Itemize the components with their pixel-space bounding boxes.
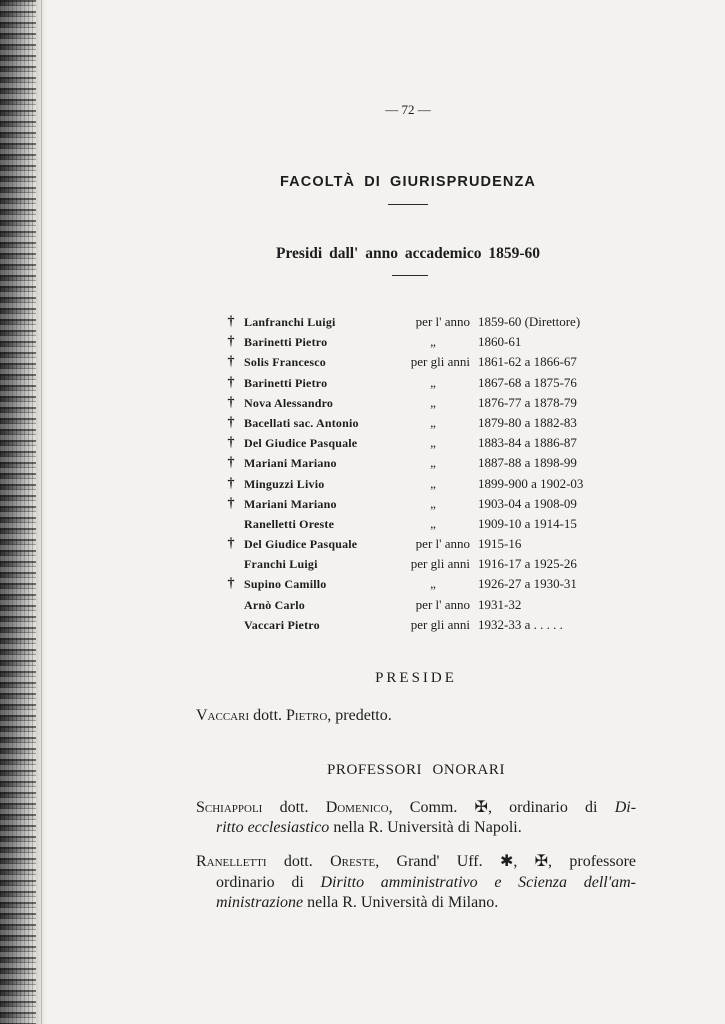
academic-years: 1899-900 a 1902-03 [478, 475, 584, 491]
list-item [0, 574, 725, 594]
deceased-mark: † [227, 495, 235, 511]
academic-years: 1860-61 [478, 334, 522, 350]
institution: nella R. Università di Napoli. [333, 819, 522, 836]
ditto-mark: „ [430, 495, 436, 511]
president-name: Lanfranchi Luigi [244, 315, 336, 329]
academic-title: dott. [283, 853, 313, 870]
page-number: — 72 — [385, 102, 431, 117]
deceased-mark: † [227, 354, 235, 370]
period-label: per gli anni [410, 354, 470, 370]
president-name: Minguzzi Livio [244, 476, 325, 491]
subject: ministrazione [216, 894, 304, 911]
subject: Di- [614, 799, 637, 816]
academic-years: 1926-27 a 1930-31 [478, 576, 577, 592]
president-name: Ranelletti Oreste [244, 516, 335, 531]
academic-title: dott. [279, 799, 309, 816]
institution: nella R. Università di Milano. [307, 894, 499, 911]
deceased-mark: † [227, 394, 235, 410]
ditto-mark: „ [430, 394, 436, 410]
president-name: Del Giudice Pasquale [244, 537, 358, 552]
deceased-mark: † [227, 435, 235, 451]
presidents-list [0, 312, 725, 635]
period-label: per l' anno [415, 596, 470, 612]
ditto-mark: „ [430, 515, 436, 531]
list-item [0, 494, 725, 514]
ditto-mark: „ [430, 455, 436, 471]
president-name: Barinetti Pietro [244, 375, 328, 390]
president-name: Vaccari Pietro [244, 617, 320, 632]
list-item [0, 534, 725, 554]
list-item [0, 352, 725, 372]
list-item [0, 413, 725, 433]
title-rule [388, 204, 428, 205]
entry-line [216, 893, 498, 913]
honors: , Comm. ✠, ordinario di [388, 799, 598, 816]
list-item [0, 554, 725, 574]
subject: Diritto amministrativo e Scienza dell'am- [320, 874, 637, 891]
deceased-mark: † [227, 314, 235, 329]
academic-years: 1876-77 a 1878-79 [478, 394, 577, 410]
deceased-mark: † [227, 536, 235, 552]
entry-line [196, 798, 636, 818]
president-name: Del Giudice Pasquale [244, 436, 358, 451]
ditto-mark: „ [430, 435, 436, 451]
period-label: per gli anni [410, 556, 470, 572]
list-item [0, 393, 725, 413]
surname: Ranelletti [196, 853, 267, 870]
honorary-heading: PROFESSORI ONORARI [326, 762, 506, 778]
academic-years: 1916-17 a 1925-26 [478, 556, 577, 572]
period-label: per l' anno [415, 314, 470, 329]
ditto-mark: „ [430, 374, 436, 390]
deceased-mark: † [227, 414, 235, 430]
academic-years: 1931-32 [478, 596, 522, 612]
academic-years: 1883-84 a 1886-87 [478, 435, 577, 451]
list-item [0, 514, 725, 534]
president-name: Solis Francesco [244, 355, 326, 370]
given-name: Oreste [330, 853, 376, 870]
given-name: Pietro [286, 707, 328, 724]
given-name: Domenico [325, 799, 389, 816]
entry-line [196, 852, 636, 872]
academic-years: 1887-88 a 1898-99 [478, 455, 577, 471]
deceased-mark: † [227, 374, 235, 390]
president-name: Nova Alessandro [244, 395, 334, 410]
deceased-mark: † [227, 334, 235, 350]
academic-title: dott. [253, 707, 283, 724]
president-name: Mariani Mariano [244, 496, 337, 511]
president-name: Supino Camillo [244, 577, 327, 592]
list-item [0, 615, 725, 635]
honors: , Grand' Uff. ✱, ✠, professore [375, 853, 637, 870]
academic-years: 1915-16 [478, 536, 522, 552]
deceased-mark: † [227, 475, 235, 491]
period-label: per gli anni [410, 616, 470, 632]
academic-years: 1859-60 (Direttore) [478, 314, 581, 329]
entry-line [216, 818, 522, 838]
academic-years: 1903-04 a 1908-09 [478, 495, 577, 511]
list-item [0, 595, 725, 615]
entry-note: , predetto. [327, 707, 392, 724]
faculty-title: FACOLTÀ DI GIURISPRUDENZA [280, 174, 536, 190]
academic-years: 1879-80 a 1882-83 [478, 414, 577, 430]
academic-years: 1867-68 a 1875-76 [478, 374, 577, 390]
list-item [0, 312, 725, 332]
president-name: Bacellati sac. Antonio [244, 415, 359, 430]
ditto-mark: „ [430, 414, 436, 430]
surname: Schiappoli [196, 799, 263, 816]
subject: ritto ecclesiastico [216, 819, 330, 836]
academic-years: 1909-10 a 1914-15 [478, 515, 577, 531]
academic-years: 1932-33 a . . . . . [478, 616, 563, 632]
list-item [0, 332, 725, 352]
period-label: per l' anno [415, 536, 470, 552]
deceased-mark: † [227, 455, 235, 471]
surname: Vaccari [196, 707, 250, 724]
list-item [0, 433, 725, 453]
role: ordinario di [216, 874, 304, 891]
list-item [0, 453, 725, 473]
presidents-heading: Presidi dall' anno accademico 1859-60 [275, 245, 540, 262]
deceased-mark: † [227, 576, 235, 592]
president-name: Arnò Carlo [244, 597, 305, 612]
president-name: Franchi Luigi [244, 557, 318, 572]
president-name: Mariani Mariano [244, 456, 337, 471]
entry-line [216, 873, 636, 893]
ditto-mark: „ [430, 334, 436, 350]
list-item [0, 373, 725, 393]
preside-heading: PRESIDE [375, 670, 457, 686]
preside-entry [196, 706, 392, 726]
president-name: Barinetti Pietro [244, 335, 328, 350]
ditto-mark: „ [430, 475, 436, 491]
list-item [0, 474, 725, 494]
ditto-mark: „ [430, 576, 436, 592]
heading-rule [392, 275, 428, 276]
academic-years: 1861-62 a 1866-67 [478, 354, 577, 370]
